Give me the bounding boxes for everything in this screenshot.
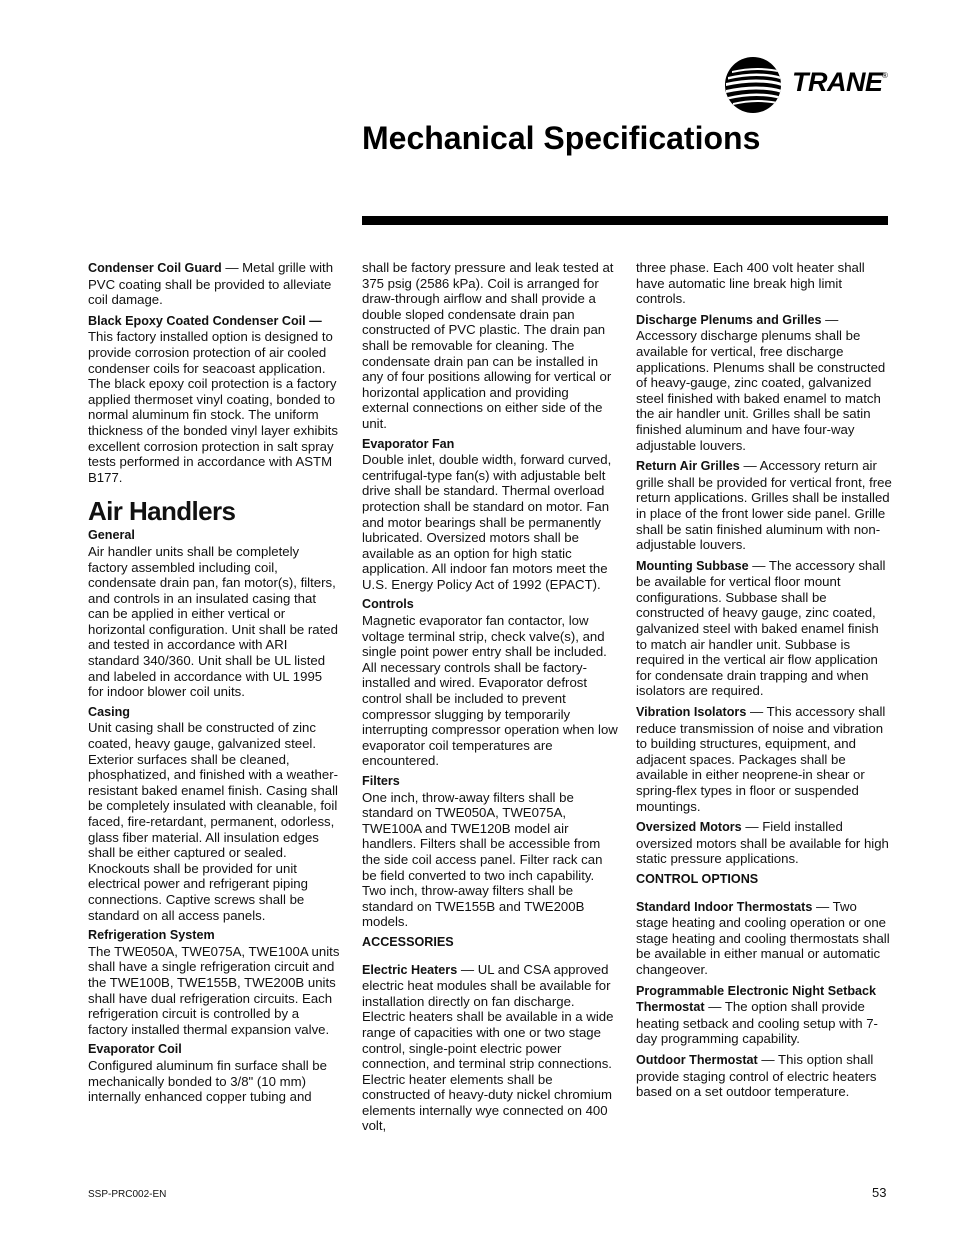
page-title: Mechanical Specifications: [362, 120, 761, 156]
footer-page-number: 53: [872, 1185, 887, 1200]
body-evaporator-fan: Double inlet, double width, forward curved, centrifugal-type fan(s) with adjustable belt drive shall be standard. Thermal overload protection shall be standard on motor. Fan and motor bearings shall be permanently lubricated. Oversized motors shall be available as an option for high static application. All indoor fan motors meet the U.S. Energy Policy Act of 1992 (EPACT).: [362, 452, 612, 592]
section-title-air-handlers: Air Handlers: [88, 496, 236, 527]
paragraph-evaporator-fan: [362, 437, 618, 593]
body-general: Air handler units shall be completely factory assembled including coil, condensate drain pan, fan motor(s), filters, and controls in an insulated casing that can be applied in either vertical or horizontal configuration. Unit shall be rated and tested in accordance with ARI standard 340/360. Unit shall be UL listed and labeled in accordance with UL 1995 for indoor blower coil units.: [88, 543, 338, 700]
footer-doc-code: SSP-PRC002-EN: [88, 1189, 167, 1200]
lead-programmable-thermostat: Programmable Electronic Night Setback Thermostat: [636, 983, 877, 1015]
body-filters: One inch, throw-away filters shall be standard on TWE050A, TWE075A, TWE100A and TWE120B model air handlers. Filters shall be accessible from the side coil access panel. Filter rack can be field converted to two inch capability. Two inch, throw-away filters shall be standard on TWE155B and TWE200B models.: [362, 789, 603, 930]
paragraph-mounting-subbase: [636, 558, 892, 699]
subhead-casing: Casing: [88, 704, 130, 719]
lead-discharge-plenums: Discharge Plenums and Grilles: [636, 312, 822, 327]
heading-control-options: CONTROL OPTIONS: [636, 871, 759, 886]
paragraph-standard-thermostats: [636, 899, 892, 978]
heading-accessories: ACCESSORIES: [362, 934, 454, 949]
lead-return-air-grilles: Return Air Grilles: [636, 459, 740, 474]
subhead-refrigeration: Refrigeration System: [88, 928, 215, 943]
body-programmable-thermostat: — The option shall provide heating setback and cooling setup with 7-day programming capability.: [636, 999, 878, 1047]
body-evaporator-coil: Configured aluminum fin surface shall be mechanically bonded to 3/8" (10 mm) internally enhanced copper tubing and: [88, 1057, 327, 1105]
subhead-evaporator-fan: Evaporator Fan: [362, 436, 455, 451]
paragraph-oversized-motors: [636, 819, 892, 867]
paragraph-general: [88, 528, 340, 700]
body-discharge-plenums: — Accessory discharge plenums shall be available for vertical, free discharge applications. Plenums shall be constructed of heavy-gauge, zinc coated, galvanized steel finished with baked enamel to match the air handler unit. Grilles shall be satin finished aluminum and have four-way adjustable louvers.: [636, 311, 886, 453]
body-outdoor-thermostat: — This option shall provide staging control of electric heaters based on a set outdoor temperature.: [636, 1051, 877, 1100]
paragraph-condenser-coil-guard: [88, 260, 340, 308]
paragraph-programmable-thermostat: [636, 983, 892, 1047]
subhead-filters: Filters: [362, 774, 400, 788]
column-1: [88, 260, 340, 1110]
paragraph-refrigeration: [88, 928, 340, 1037]
registered-mark: ®: [882, 71, 888, 80]
column-2: [362, 260, 618, 1139]
trane-logo: [724, 56, 894, 112]
body-standard-thermostats: — Two stage heating and cooling operation or one stage heating and cooling thermostats shall be available in either manual or automatic changeover.: [636, 898, 890, 977]
paragraph-outdoor-thermostat: [636, 1052, 892, 1100]
body-heater-continued: three phase. Each 400 volt heater shall have automatic line break high limit controls.: [636, 260, 865, 307]
body-oversized-motors: — Field installed oversized motors shall be available for high static pressure applications.: [636, 819, 889, 867]
trane-globe-icon: [724, 56, 782, 114]
brand-wordmark: TRANE: [792, 67, 883, 97]
lead-condenser-coil-guard: Condenser Coil Guard: [88, 261, 222, 275]
subhead-evaporator-coil: Evaporator Coil: [88, 1042, 182, 1057]
paragraph-discharge-plenums: [636, 312, 892, 453]
paragraph-return-air-grilles: [636, 458, 892, 553]
lead-black-epoxy: Black Epoxy Coated Condenser Coil —: [88, 313, 322, 328]
paragraph-casing: [88, 705, 340, 923]
title-rule: [362, 216, 888, 225]
lead-outdoor-thermostat: Outdoor Thermostat: [636, 1052, 758, 1067]
paragraph-electric-heaters: [362, 962, 618, 1135]
paragraph-controls: [362, 597, 618, 769]
lead-electric-heaters: Electric Heaters: [362, 962, 458, 977]
paragraph-coil-continued: [362, 260, 618, 432]
body-electric-heaters: — UL and CSA approved electric heat modules shall be available for installation directly on fan discharge. Electric heaters shall be available in a wide range of capacities with one or two stage control, single-point electric power connection, and terminal strip connections. Electric heater elements shall be constructed of heavy-duty nickel chromium elements internally wye connected on 400 volt,: [362, 961, 614, 1134]
body-casing: Unit casing shall be constructed of zinc coated, heavy gauge, galvanized steel. Exterior surfaces shall be cleaned, phosphatized, and finished with a weather-resistant baked enamel finish. Casing shall be completely insulated with cleanable, foil faced, fire-retardant, permanent, odorless, glass fiber material. All insulation edges shall be either captured or sealed. Knockouts shall be provided for unit electrical power and refrigerant piping connections. Captive screws shall be standard on all access panels.: [88, 720, 338, 923]
body-black-epoxy: This factory installed option is designed to provide corrosion protection of air cooled condenser coils for seacoast application. The black epoxy coil protection is a factory applied thermoset vinyl coating, bonded to normal aluminum fin stock. The uniform thickness of the bonded vinyl layer exhibits excellent corrosion protection in salt spray tests performed in accordance with ASTM B177.: [88, 329, 338, 485]
body-controls: Magnetic evaporator fan contactor, low voltage terminal strip, check valve(s), and single point power entry shall be included. All necessary controls shall be factory-installed and wired. Evaporator defrost control shall be included to prevent compressor slugging by temporarily interrupting compressor operation when low evaporator coil temperatures are encountered.: [362, 613, 618, 769]
body-return-air-grilles: — Accessory return air grille shall be provided for vertical front, free return applications. Grilles shall be installed in place of the front lower side panel. Grille shall be satin finished aluminum with non-adjustable louvers.: [636, 458, 892, 553]
body-coil-continued: shall be factory pressure and leak tested at 375 psig (2586 kPa). Coil is arranged for draw-through airflow and shall provide a double sloped condensate drain pan constructed of PVC plastic. The drain pan shall be removable for cleaning. The condensate drain pan can be installed in any of four positions allowing for vertical or horizontal application and providing external connections on either side of the unit.: [362, 260, 614, 431]
column-3: [636, 260, 892, 1105]
lead-standard-thermostats: Standard Indoor Thermostats: [636, 899, 813, 914]
lead-vibration-isolators: Vibration Isolators: [636, 705, 747, 720]
lead-mounting-subbase: Mounting Subbase: [636, 558, 749, 573]
body-vibration-isolators: — This accessory shall reduce transmission of noise and vibration to building structures, equipment, and adjacent spaces. Packages shall be available in either neoprene-in shear or spring-flex types in floor or suspended mountings.: [636, 704, 886, 814]
paragraph-filters: [362, 774, 618, 930]
subhead-controls: Controls: [362, 597, 414, 612]
lead-oversized-motors: Oversized Motors: [636, 820, 742, 835]
paragraph-evaporator-coil: [88, 1042, 340, 1104]
subhead-general: General: [88, 528, 135, 543]
body-refrigeration: The TWE050A, TWE075A, TWE100A units shall have a single refrigeration circuit and the TWE100B, TWE155B, TWE200B units shall have dual refrigeration circuits. Each refrigeration circuit is controlled by a factory installed thermal expansion valve.: [88, 943, 340, 1037]
body-condenser-coil-guard: — Metal grille with PVC coating shall be provided to alleviate coil damage.: [88, 260, 334, 308]
paragraph-vibration-isolators: [636, 704, 892, 814]
paragraph-black-epoxy: [88, 313, 340, 486]
body-mounting-subbase: — The accessory shall be available for vertical floor mount configurations. Subbase shall be constructed of heavy gauge, zinc coated, galvanized steel with baked enamel finish to match air handler unit. Subbase is required in the vertical air flow application for condensate drain trapping and when isolators are required.: [636, 557, 886, 699]
paragraph-heater-continued: [636, 260, 892, 307]
